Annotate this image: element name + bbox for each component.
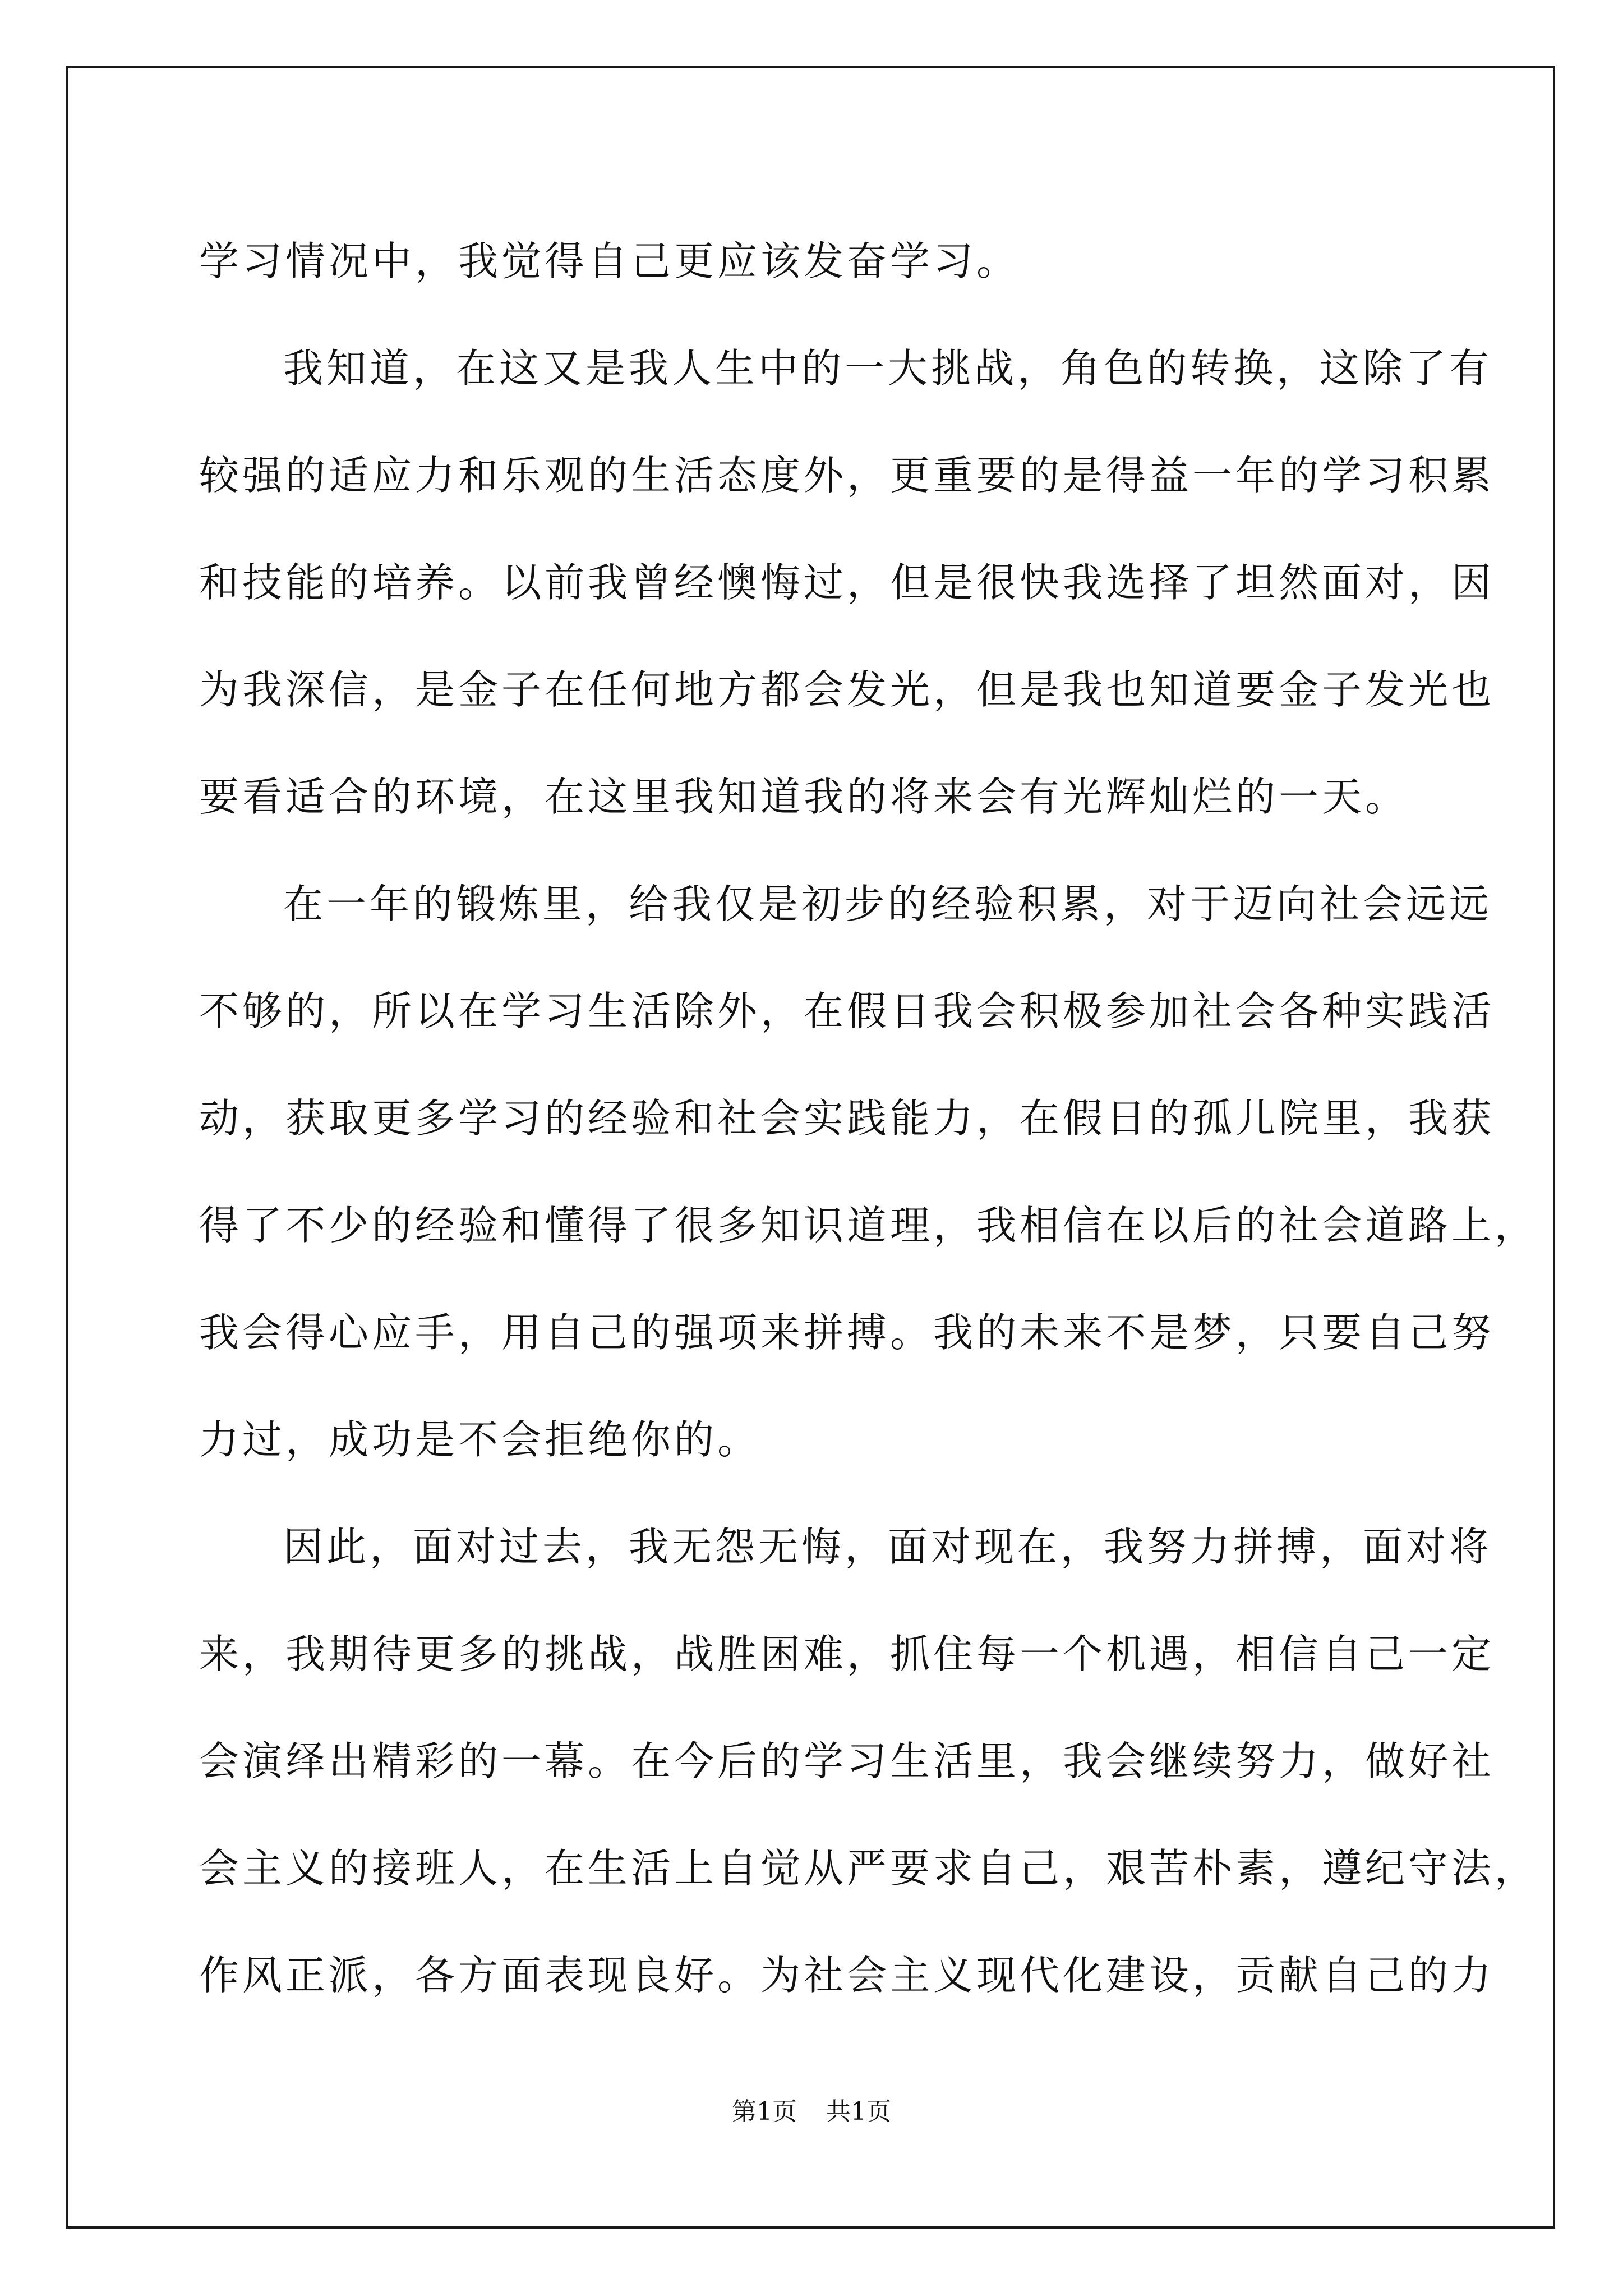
page-footer: [0, 2095, 1623, 2129]
text-line: 因此，面对过去，我无怨无悔，面对现在，我努力拼搏，面对将: [283, 1524, 1493, 1570]
text-line: 不够的，所以在学习生活除外，在假日我会积极参加社会各种实践活: [199, 988, 1495, 1034]
text-line: 为我深信，是金子在任何地方都会发光，但是我也知道要金子发光也: [199, 666, 1495, 713]
text-line: 会主义的接班人，在生活上自觉从严要求自己，艰苦朴素，遵纪守法，: [199, 1845, 1538, 1892]
text-line: 较强的适应力和乐观的生活态度外，更重要的是得益一年的学习积累: [199, 452, 1495, 499]
text-line: 和技能的培养。以前我曾经懊悔过，但是很快我选择了坦然面对，因: [199, 559, 1495, 606]
text-line: 得了不少的经验和懂得了很多知识道理，我相信在以后的社会道路上，: [199, 1202, 1538, 1249]
text-line: 动，获取更多学习的经验和社会实践能力，在假日的孤儿院里，我获: [199, 1095, 1495, 1142]
text-line: 力过，成功是不会拒绝你的。: [199, 1416, 761, 1463]
text-line: 在一年的锻炼里，给我仅是初步的经验积累，对于迈向社会远远: [283, 881, 1493, 927]
text-line: 我知道，在这又是我人生中的一大挑战，角色的转换，这除了有: [283, 345, 1493, 392]
document-body: [199, 208, 1538, 2029]
text-line: 作风正派，各方面表现良好。为社会主义现代化建设，贡献自己的力: [199, 1952, 1495, 1999]
page-number: 第1页: [732, 2097, 797, 2126]
text-line: 要看适合的环境，在这里我知道我的将来会有光辉灿烂的一天。: [199, 774, 1409, 820]
text-line: 来，我期待更多的挑战，战胜困难，抓住每一个机遇，相信自己一定: [199, 1631, 1495, 1677]
text-line: 会演绎出精彩的一幕。在今后的学习生活里，我会继续努力，做好社: [199, 1738, 1495, 1784]
page-total: 共1页: [826, 2097, 891, 2126]
text-line: 学习情况中，我觉得自己更应该发奋学习。: [199, 238, 1020, 284]
text-line: 我会得心应手，用自己的强项来拼搏。我的未来不是梦，只要自己努: [199, 1309, 1495, 1356]
